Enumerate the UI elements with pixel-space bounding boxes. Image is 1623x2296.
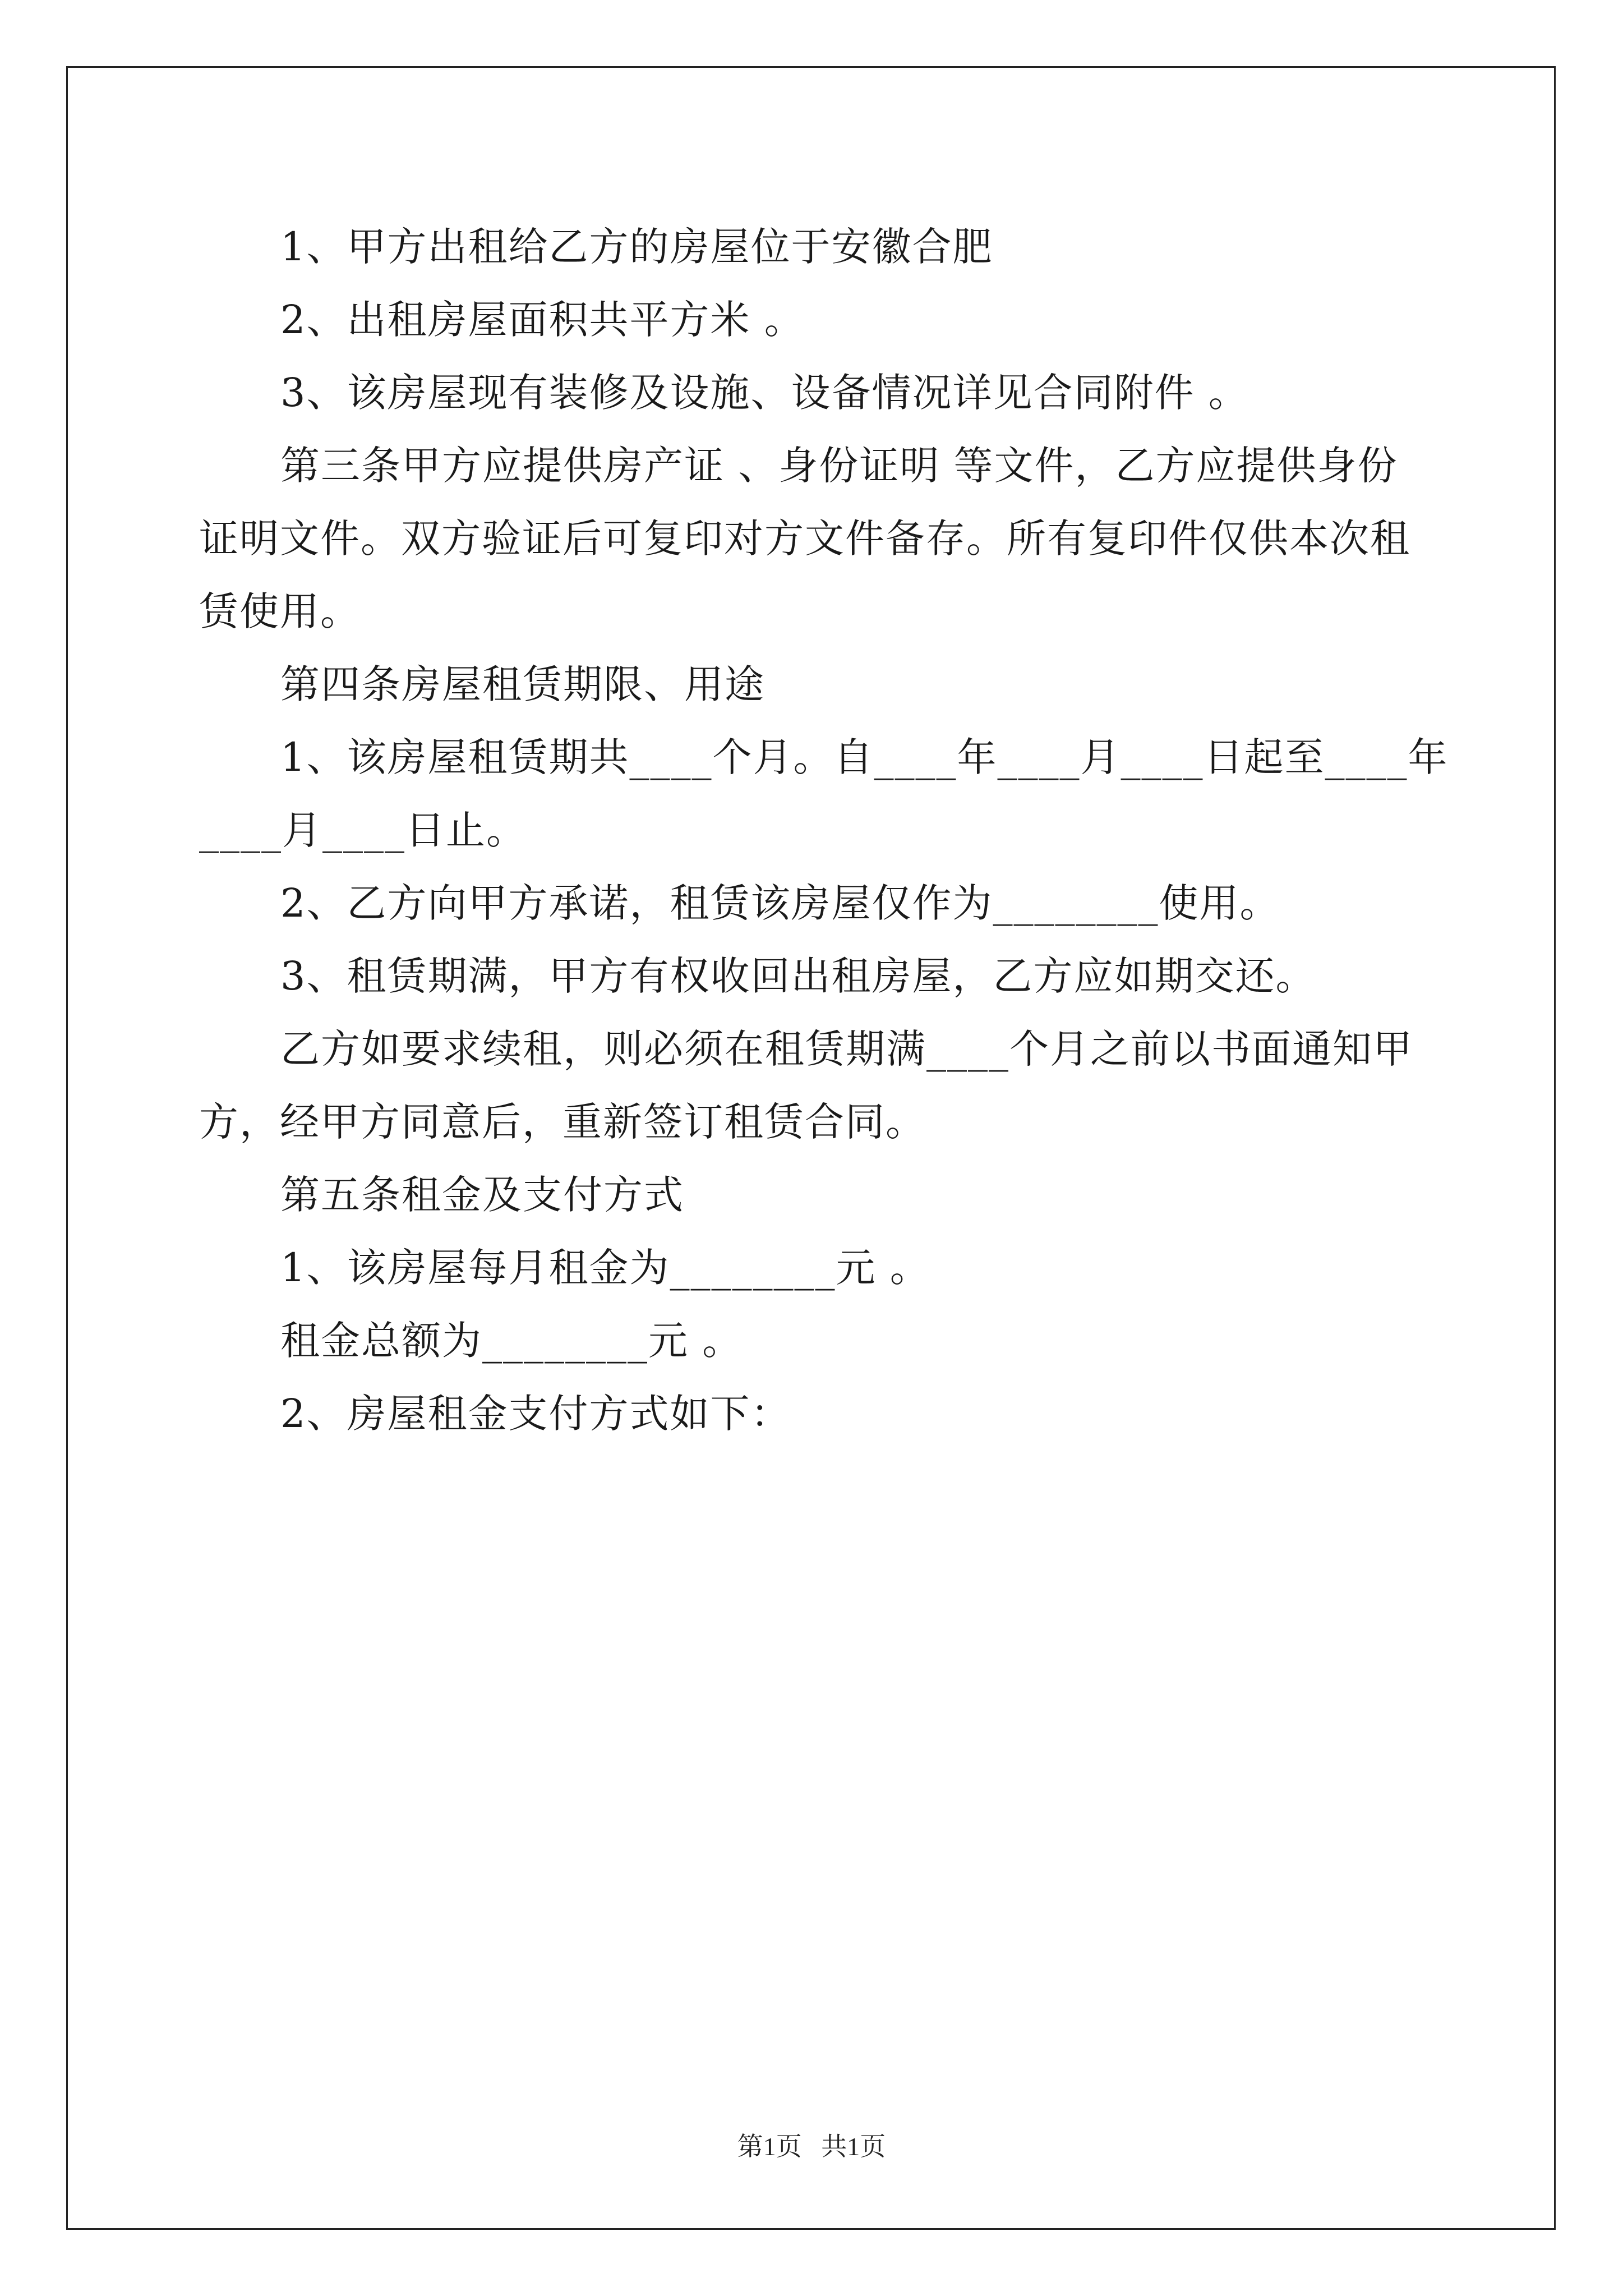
renewal-line-1: 乙方如要求续租，则必须在租赁期满____个月之前以书面通知甲: [280, 1026, 1413, 1072]
clause-line-3: 3、该房屋现有装修及设施、设备情况详见合同附件 。: [280, 370, 1249, 416]
clause-line-2: 2、出租房屋面积共平方米 。: [280, 297, 805, 343]
page-footer: 第1页 共1页: [737, 2132, 886, 2161]
renewal-line-2: 方，经甲方同意后，重新签订租赁合同。: [199, 1099, 926, 1145]
article-5-item-2: 2、房屋租金支付方式如下：: [280, 1391, 791, 1437]
article-4-item-2: 2、乙方向甲方承诺，租赁该房屋仅作为________使用。: [280, 880, 1280, 926]
article-5-heading: 第五条租金及支付方式: [280, 1172, 684, 1218]
article-5-item-1: 1、该房屋每月租金为________元 。: [280, 1245, 930, 1291]
rent-total-line: 租金总额为________元 。: [280, 1318, 743, 1364]
article-4-item-1-line-2: ____月____日止。: [199, 807, 527, 853]
article-4-heading: 第四条房屋租赁期限、用途: [280, 661, 765, 707]
article-3-line-2: 证明文件。双方验证后可复印对方文件备存。所有复印件仅供本次租: [199, 516, 1410, 562]
clause-line-1: 1、甲方出租给乙方的房屋位于安徽合肥: [280, 224, 993, 270]
article-4-item-1-line-1: 1、该房屋租赁期共____个月。自____年____月____日起至____年: [280, 734, 1449, 780]
article-4-item-3: 3、租赁期满，甲方有权收回出租房屋，乙方应如期交还。: [280, 953, 1316, 999]
article-3-line-3: 赁使用。: [199, 588, 361, 634]
article-3-line-1: 第三条甲方应提供房产证 、身份证明 等文件，乙方应提供身份: [280, 443, 1398, 489]
